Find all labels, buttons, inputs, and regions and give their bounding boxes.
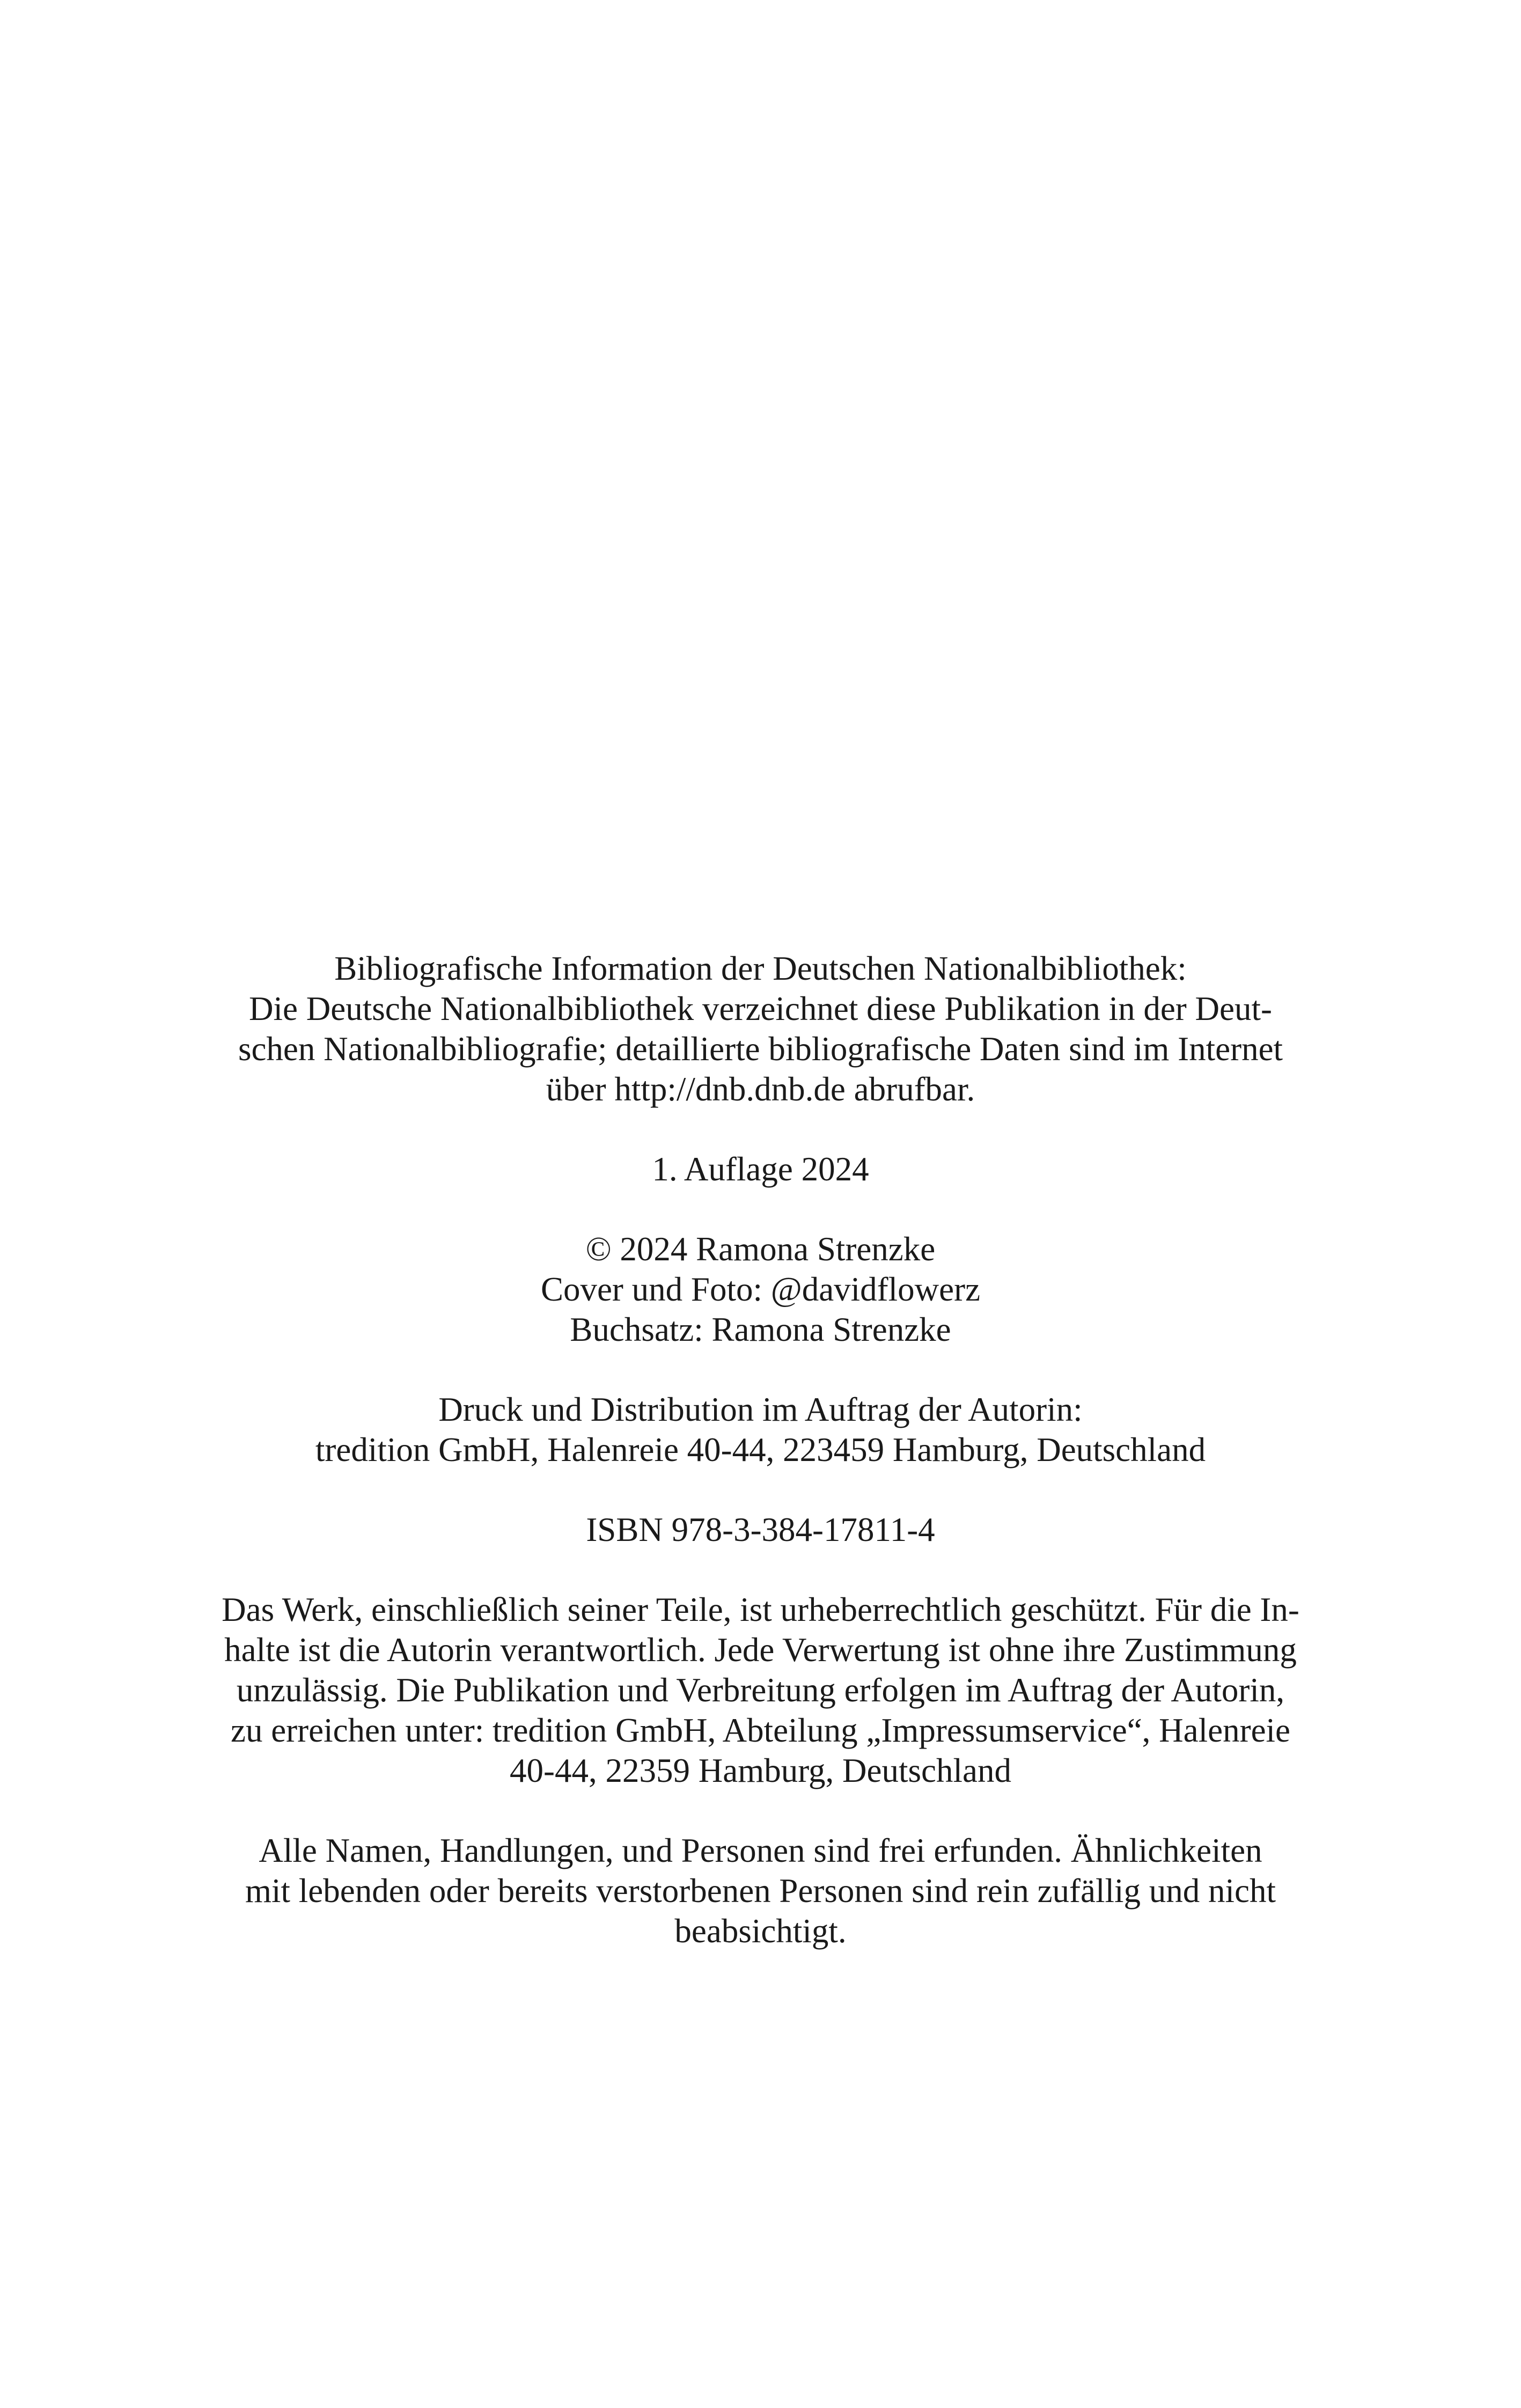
publisher-address-line: tredition GmbH, Halenreie 40-44, 223459 Hamburg, Deutschland [315, 1431, 1206, 1469]
disclaimer-line: beabsichtigt. [674, 1912, 847, 1950]
copyright-notice-line: unzulässig. Die Publikation und Verbreitung erfolgen im Auftrag der Autorin, [236, 1671, 1285, 1709]
typesetting-credit-line: Buchsatz: Ramona Strenzke [570, 1311, 951, 1348]
fiction-disclaimer [188, 1831, 1333, 1951]
bibliographic-line: Die Deutsche Nationalbibliothek verzeichnet diese Publikation in der Deut- [249, 990, 1272, 1027]
bibliographic-information [188, 949, 1333, 1110]
imprint-text [188, 949, 1333, 1951]
bibliographic-line: Bibliografische Information der Deutschen Nationalbibliothek: [334, 950, 1187, 987]
copyright-line: © 2024 Ramona Strenzke [585, 1230, 936, 1268]
cover-credit-line: Cover und Foto: @davidflowerz [540, 1271, 981, 1308]
bibliographic-line: schen Nationalbibliografie; detaillierte bibliografische Daten sind im Internet [238, 1030, 1283, 1068]
printing-line: Druck und Distribution im Auftrag der Autorin: [438, 1391, 1083, 1428]
bibliographic-line: über http://dnb.dnb.de abrufbar. [546, 1070, 975, 1108]
isbn-line: ISBN 978-3-384-17811-4 [586, 1511, 935, 1548]
copyright-notice [188, 1590, 1333, 1791]
edition-line: 1. Auflage 2024 [652, 1150, 869, 1188]
isbn-notice [188, 1510, 1333, 1550]
printing-distribution [188, 1390, 1333, 1470]
disclaimer-line: Alle Namen, Handlungen, und Personen sind frei erfunden. Ähnlichkeiten [259, 1832, 1262, 1869]
credits [188, 1229, 1333, 1350]
disclaimer-line: mit lebenden oder bereits verstorbenen Personen sind rein zufällig und nicht [245, 1872, 1276, 1910]
edition-notice [188, 1149, 1333, 1190]
copyright-notice-line: 40-44, 22359 Hamburg, Deutschland [510, 1752, 1011, 1789]
copyright-notice-line: zu erreichen unter: tredition GmbH, Abteilung „Impressumservice“, Halenreie [230, 1712, 1291, 1749]
copyright-notice-line: Das Werk, einschließlich seiner Teile, ist urheberrechtlich geschützt. Für die In- [222, 1591, 1299, 1628]
copyright-notice-line: halte ist die Autorin verantwortlich. Jede Verwertung ist ohne ihre Zustimmung [224, 1631, 1297, 1669]
